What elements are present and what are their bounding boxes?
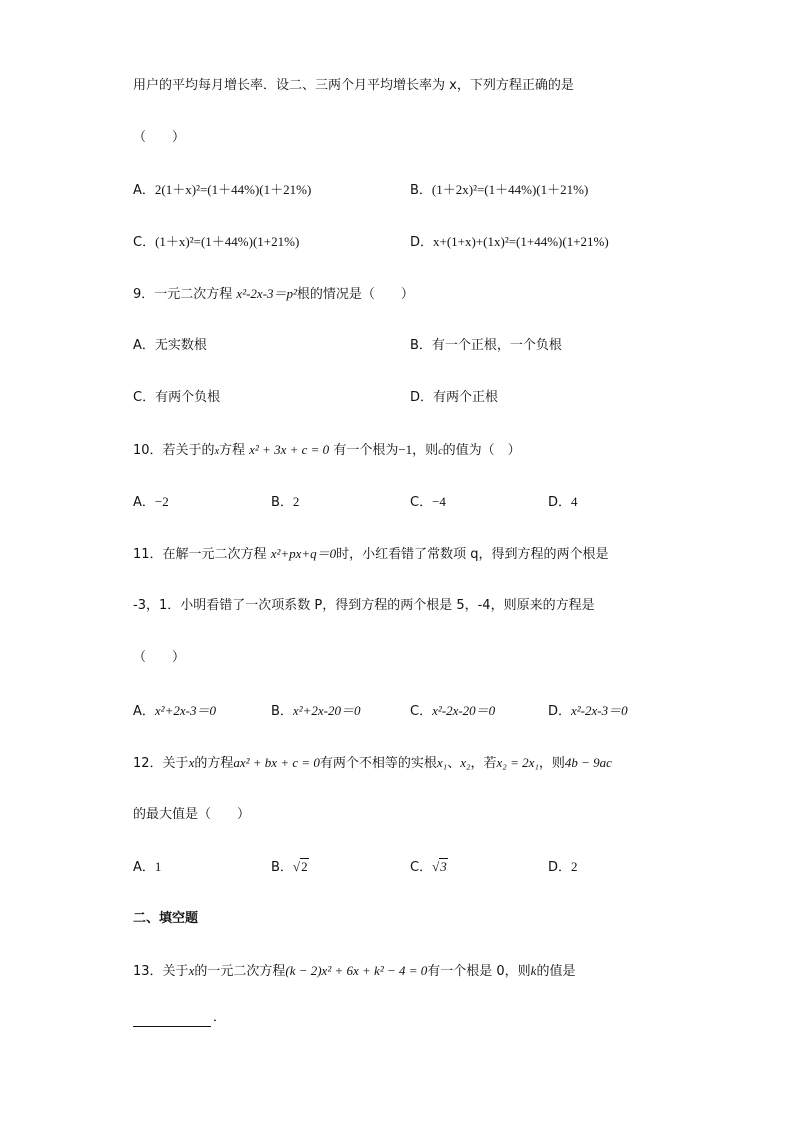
q11-option-b	[271, 703, 360, 720]
q8-option-c-text: (1＋x)²=(1＋44%)(1+21%)	[155, 234, 300, 249]
q8-option-c	[133, 234, 299, 251]
q11-option-d	[548, 703, 628, 720]
question-10-var-x: x	[214, 446, 220, 457]
question-12-stem-pre: 关于	[162, 756, 189, 771]
answer-blank[interactable]	[133, 1012, 211, 1027]
question-12-stem-mid1: 的方程	[194, 756, 234, 771]
q10-option-a	[133, 494, 169, 511]
q10-option-a-text: −2	[154, 494, 169, 509]
question-9-number: 9．	[133, 287, 155, 302]
question-11-equation: x²+px+q＝0	[270, 546, 337, 561]
q10-option-b	[271, 494, 299, 511]
q9-option-d-label: D．	[410, 390, 434, 405]
question-9-stem	[133, 286, 414, 303]
sqrt-icon: √2	[292, 859, 308, 874]
q10-option-d-text: 4	[571, 494, 578, 509]
question-10-var-c: c	[438, 446, 443, 457]
sqrt-icon: √3	[432, 859, 447, 874]
question-12-stem-mid2: 有两个不相等的实根	[319, 756, 437, 771]
q8-option-c-label: C．	[133, 235, 156, 250]
question-13-stem-mid1: 的一元二次方程	[194, 964, 286, 979]
question-10-stem-mid2: 有一个根为	[329, 443, 399, 458]
question-12-number: 12．	[133, 756, 163, 771]
q12-option-c	[410, 859, 448, 876]
q10-option-c-label: C．	[410, 495, 433, 510]
q9-option-b	[410, 338, 562, 354]
q12-option-b	[271, 859, 309, 876]
question-10-equation: x² + 3x + c = 0	[249, 442, 330, 457]
question-11-stem-pre: 在解一元二次方程	[162, 547, 271, 562]
question-13-stem	[133, 963, 575, 980]
question-11-number: 11．	[133, 547, 163, 562]
q12-option-d-text: 2	[571, 859, 578, 874]
q11-option-b-label: B．	[271, 704, 293, 719]
question-10-stem	[133, 442, 521, 460]
section-title-fill-in: 二、填空题	[133, 911, 199, 926]
q12-option-d	[548, 859, 578, 876]
q10-option-d	[548, 494, 578, 511]
question-10-stem-pre: 若关于的	[162, 443, 215, 458]
q9-option-c-text: 有两个负根	[155, 390, 221, 405]
question-12-stem-mid3: ，若	[470, 756, 497, 771]
question-13-var-x: x	[188, 963, 195, 978]
q9-option-d-text: 有两个正根	[433, 390, 499, 405]
q8-option-a-label: A．	[133, 183, 155, 198]
q11-option-a	[133, 703, 216, 720]
q10-option-c-text: −4	[432, 494, 446, 509]
q8-option-b-text: (1＋2x)²=(1＋44%)(1＋21%)	[431, 182, 589, 197]
q10-option-b-label: B．	[271, 495, 293, 510]
q9-option-c-label: C．	[133, 390, 156, 405]
q9-option-c	[133, 390, 220, 406]
question-12-x1: x₁	[436, 755, 448, 770]
q11-option-d-text: x²-2x-3＝0	[571, 703, 628, 718]
q9-option-a-text: 无实数根	[154, 338, 207, 353]
question-12-stem-line1	[133, 755, 612, 772]
q9-option-a	[133, 338, 207, 354]
answer-blank-end: ．	[213, 1010, 227, 1025]
q9-option-b-text: 有一个正根，一个负根	[431, 338, 562, 353]
question-12-var-x: x	[188, 755, 195, 770]
q9-option-b-label: B．	[410, 338, 432, 353]
q12-option-b-text: 2	[301, 859, 308, 874]
q11-option-a-label: A．	[133, 704, 155, 719]
question-10-stem-mid1: 方程	[219, 443, 250, 458]
q12-option-a-label: A．	[133, 860, 155, 875]
question-12-stem-mid4: ，则	[538, 756, 565, 771]
q8-option-b	[410, 182, 588, 199]
q8-option-d	[410, 234, 609, 251]
q12-option-d-label: D．	[548, 860, 572, 875]
question-13-equation: (k − 2)x² + 6x + k² − 4 = 0	[285, 963, 428, 978]
question-10-root: −1	[398, 442, 413, 457]
q8-option-d-label: D．	[410, 235, 434, 250]
question-12-expr: 4b − 9ac	[564, 755, 612, 770]
question-11-stem-line2: -3，1．小明看错了一次项系数 P，得到方程的两个根是 5，-4，则原来的方程是	[133, 598, 595, 613]
q10-option-c	[410, 494, 446, 511]
q12-option-b-label: B．	[271, 860, 293, 875]
question-12-stem-line2: 的最大值是（ ）	[133, 807, 251, 822]
question-9-stem-post: 根的情况是（ ）	[296, 287, 414, 302]
q12-option-c-text: 3	[440, 859, 447, 874]
q11-option-c-text: x²-2x-20＝0	[432, 703, 496, 718]
question-8-stem-line: 用户的平均每月增长率．设二、三两个月平均增长率为 x，下列方程正确的是	[133, 78, 574, 93]
q8-option-a-text: 2(1＋x)²=(1＋44%)(1＋21%)	[154, 182, 312, 197]
q10-option-a-label: A．	[133, 495, 155, 510]
q8-option-b-label: B．	[410, 183, 432, 198]
q11-option-c	[410, 703, 495, 720]
q11-option-d-label: D．	[548, 704, 572, 719]
q9-option-d	[410, 390, 498, 406]
question-10-number: 10．	[133, 443, 163, 458]
question-12-relation: x₂ = 2x₁	[496, 755, 539, 770]
question-10-stem-mid3: ，则	[412, 443, 439, 458]
question-13-stem-post: 的值是	[536, 964, 576, 979]
q12-option-c-label: C．	[410, 860, 433, 875]
q10-option-b-text: 2	[292, 494, 300, 509]
question-9-stem-pre: 一元二次方程	[154, 287, 237, 302]
question-13-number: 13．	[133, 964, 163, 979]
question-12-equation: ax² + bx + c = 0	[233, 755, 320, 770]
question-13-stem-pre: 关于	[162, 964, 189, 979]
question-11-stem-post: 时，小红看错了常数项 q，得到方程的两个根是	[336, 547, 609, 562]
question-12-sep: 、	[447, 756, 461, 771]
q11-option-c-label: C．	[410, 704, 433, 719]
question-12-x2: x₂	[460, 755, 471, 770]
question-13-stem-mid2: 有一个根是 0，则	[427, 964, 531, 979]
q12-option-a-text: 1	[154, 859, 162, 874]
q9-option-a-label: A．	[133, 338, 155, 353]
question-13-var-k: k	[530, 963, 537, 978]
question-11-paren: （ ）	[133, 650, 186, 665]
question-11-stem-line1	[133, 546, 609, 563]
q12-option-a	[133, 859, 161, 876]
q11-option-a-text: x²+2x-3＝0	[154, 703, 216, 718]
q11-option-b-text: x²+2x-20＝0	[292, 703, 361, 718]
question-10-stem-post: 的值为（ ）	[442, 443, 521, 458]
q10-option-d-label: D．	[548, 495, 572, 510]
question-9-equation: x²-2x-3＝p²	[236, 286, 297, 301]
question-8-paren: （ ）	[133, 130, 186, 145]
q8-option-d-text: x+(1+x)+(1x)²=(1+44%)(1+21%)	[433, 234, 609, 249]
q8-option-a	[133, 182, 311, 199]
